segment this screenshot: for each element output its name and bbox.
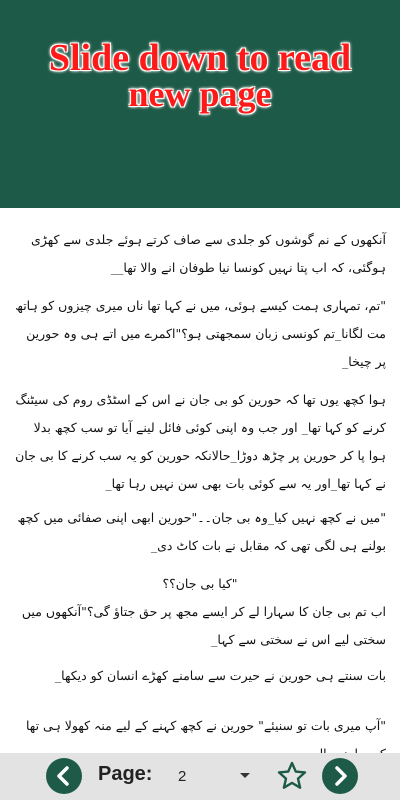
header-banner [0,0,400,208]
previous-page-button[interactable] [46,758,82,794]
paragraph: "آپ میری بات تو سنیئے" حورین نے کچھ کہنے کے لیے منہ کھولا ہی تھا [26,718,386,733]
banner-text [0,37,400,114]
page-label: Page: [98,763,153,785]
paragraph: "میں نے کچھ نہیں کیا_وہ بی جان۔۔"حورین ابھی اپنی صفائی میں کچھ بولنے ہی لگی تھی کہ مقابل نے بات کاٹ دی_ [17,510,386,553]
paragraph: "تم، تمہاری ہمت کیسے ہوئی، میں نے کہا تھا ناں میری چیزوں کو ہاتھ مت لگانا_تم کونسی زبان سمجھتی ہو؟"اکمرے میں اتے ہی وہ حورین پر چیخا_ [15,298,386,369]
paragraph: آنکھوں کے نم گوشوں کو جلدی سے صاف کرتے ہوئے جلدی سے کھڑی ہوگئی، کہ اب پتا نہیں کونسا نیا طوفان انے والا تھا__ [31,232,386,275]
banner-line-2: new page [128,74,272,114]
page-value: 2 [178,767,187,785]
bottom-navigation-bar [0,753,400,800]
story-content[interactable] [0,208,400,753]
paragraph: "کیا بی جان؟؟ [162,576,238,591]
banner-line-1: Slide down to read [48,37,352,79]
paragraph: اب تم بی جان کا سہارا لے کر ایسے مجھ پر حق جتاؤ گی؟"آنکھوں میں سختی لیے اس نے سختی سے کہا_ [21,604,386,647]
next-page-button[interactable] [322,758,358,794]
paragraph: ہوا کچھ یوں تھا کہ حورین کو بی جان نے اس کے اسٹڈی روم کی سیٹنگ کرنے کو کہا تھا_ اور جب وہ اپنی کوئی فائل لینے آیا تو سب کچھ بدلا ہوا پا کر حورین پر چڑھ دوڑا_حالانکہ حورین کو یہ سب کرنے کا بی جان نے کہا تھا_اور یہ سے کوئی بات بھی سن نہیں رہا تھا_ [15,392,386,491]
dropdown-arrow-icon [238,765,252,785]
star-outline-icon[interactable] [276,760,308,792]
chevron-left-icon [53,765,75,787]
page-dropdown[interactable] [170,761,252,791]
chevron-right-icon [329,765,351,787]
paragraph: بات سنتے ہی حورین نے حیرت سے سامنے کھڑے انسان کو دیکھا_ [54,668,386,683]
